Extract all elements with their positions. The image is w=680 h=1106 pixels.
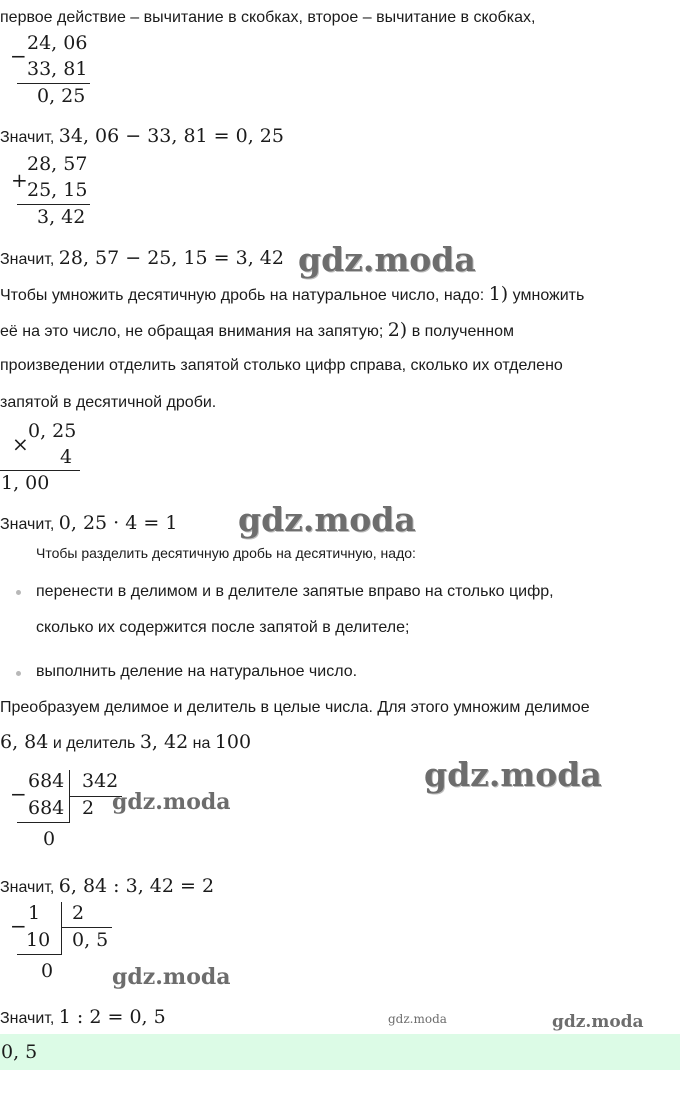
prefix: Значит, xyxy=(0,516,55,533)
equation: 34, 06 − 33, 81 = 0, 25 xyxy=(58,125,284,147)
watermark: gdz.moda xyxy=(298,240,476,279)
answer-box xyxy=(0,1034,680,1070)
result: 3, 42 xyxy=(37,206,86,228)
text: Чтобы умножить десятичную дробь на натуральное число, надо: xyxy=(0,287,485,304)
operand: 33, 81 xyxy=(27,58,88,80)
list-item: выполнить деление на натуральное число. xyxy=(36,663,358,680)
operand: 28, 57 xyxy=(27,153,88,175)
text-line: произведении отделить запятой столько цифр справа, сколько их отделено xyxy=(0,357,563,374)
minus-sign: − xyxy=(10,44,27,68)
divisor: 2 xyxy=(72,902,85,924)
equation: 6, 84 : 3, 42 = 2 xyxy=(58,875,215,897)
watermark: gdz.moda xyxy=(388,1012,447,1026)
text-line xyxy=(0,732,251,754)
result: 1, 00 xyxy=(1,472,50,494)
prefix: Значит, xyxy=(0,879,55,896)
divider xyxy=(17,954,62,955)
prefix: Значит, xyxy=(0,1010,55,1027)
text-line: Преобразуем делимое и делитель в целые числа. Для этого умножим делимое xyxy=(0,699,590,716)
math: 100 xyxy=(214,731,252,753)
text-line: Чтобы разделить десятичную дробь на десятичную, надо: xyxy=(36,545,416,561)
prefix: Значит, xyxy=(0,129,55,146)
minus-sign: − xyxy=(10,914,27,938)
equation: 28, 57 − 25, 15 = 3, 42 xyxy=(58,247,284,269)
divider xyxy=(17,204,90,205)
text-line: первое действие – вычитание в скобках, второе – вычитание в скобках, xyxy=(0,9,536,26)
answer-value: 0, 5 xyxy=(1,1041,38,1063)
text: её на это число, не обращая внимания на запятую; xyxy=(0,323,384,340)
watermark: gdz.moda xyxy=(112,789,231,815)
math: 2) xyxy=(387,319,408,341)
result: 0, 25 xyxy=(37,85,86,107)
divider xyxy=(17,822,70,823)
math: 3, 42 xyxy=(139,731,189,753)
remainder: 0 xyxy=(41,960,54,982)
minus-sign: − xyxy=(10,782,27,806)
math: 1) xyxy=(488,283,509,305)
operand: 25, 15 xyxy=(27,179,88,201)
divider xyxy=(17,83,90,84)
quotient: 2 xyxy=(82,797,95,819)
subtrahend: 684 xyxy=(28,797,65,819)
subtrahend: 10 xyxy=(26,929,51,951)
text-line xyxy=(0,876,214,898)
text: умножить xyxy=(512,287,585,304)
text: и делитель xyxy=(52,735,136,752)
times-sign: × xyxy=(12,432,29,456)
text: в полученном xyxy=(411,323,514,340)
plus-sign: + xyxy=(11,168,28,192)
list-item-cont: сколько их содержится после запятой в делителе; xyxy=(36,619,410,636)
bullet-dot xyxy=(16,590,21,595)
watermark: gdz.moda xyxy=(112,964,231,990)
bullet-dot xyxy=(16,671,21,676)
quotient: 0, 5 xyxy=(72,929,109,951)
remainder: 0 xyxy=(43,828,56,850)
text-line xyxy=(0,248,284,270)
equation: 0, 25 · 4 = 1 xyxy=(58,512,178,534)
operand: 0, 25 xyxy=(28,420,77,442)
text-line xyxy=(0,513,177,535)
operand: 4 xyxy=(60,446,73,468)
watermark: gdz.moda xyxy=(552,1012,644,1032)
text-line xyxy=(0,126,284,148)
text: на xyxy=(192,735,211,752)
text-line xyxy=(0,284,584,306)
operand: 24, 06 xyxy=(27,32,88,54)
equation: 1 : 2 = 0, 5 xyxy=(58,1006,166,1028)
text-line xyxy=(0,320,514,342)
watermark: gdz.moda xyxy=(424,755,602,794)
divisor: 342 xyxy=(82,770,119,792)
dividend: 1 xyxy=(28,902,41,924)
divider xyxy=(0,470,80,471)
prefix: Значит, xyxy=(0,251,55,268)
list-item: перенести в делимом и в делителе запятые вправо на столько цифр, xyxy=(36,583,554,600)
watermark: gdz.moda xyxy=(238,500,416,539)
text-line: запятой в десятичной дроби. xyxy=(0,394,217,411)
division-bar xyxy=(61,902,62,954)
math: 6, 84 xyxy=(0,731,49,753)
divider xyxy=(61,927,112,928)
text-line xyxy=(0,1007,166,1029)
dividend: 684 xyxy=(28,770,65,792)
